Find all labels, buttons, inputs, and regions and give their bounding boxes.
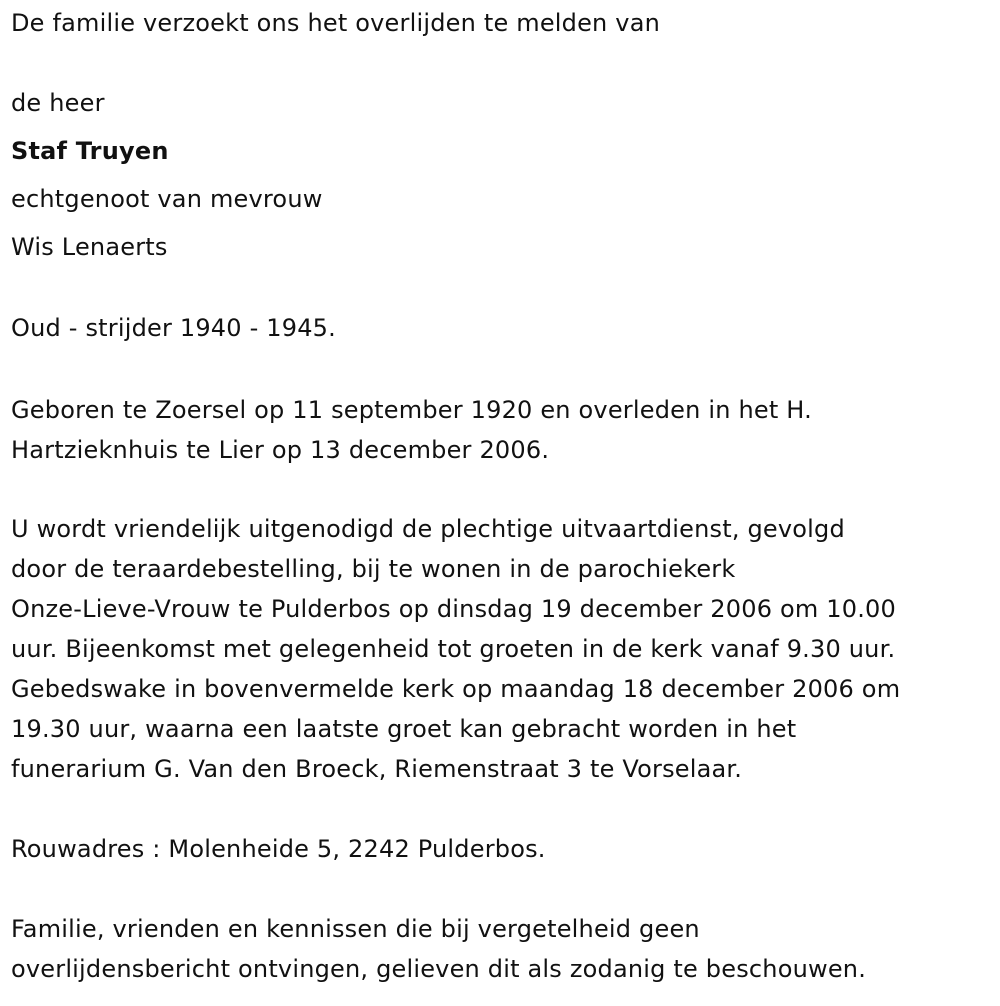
deceased-name: Staf Truyen (11, 137, 169, 165)
address-text: Rouwadres : Molenheide 5, 2242 Pulderbos. (11, 835, 546, 863)
relation-text: echtgenoot van mevrouw (11, 185, 323, 213)
paragraph-line: overlijdensbericht ontvingen, gelieven dit als zodanig te beschouwen. (11, 955, 867, 983)
paragraph-line: Gebedswake in bovenvermelde kerk op maandag 18 december 2006 om (11, 675, 901, 703)
paragraph-line: Onze-Lieve-Vrouw te Pulderbos op dinsdag 19 december 2006 om 10.00 (11, 595, 896, 623)
paragraph-line: Familie, vrienden en kennissen die bij vergetelheid geen (11, 915, 700, 943)
ceremony-paragraph (11, 509, 900, 789)
paragraph-line: uur. Bijeenkomst met gelegenheid tot groeten in de kerk vanaf 9.30 uur. (11, 635, 896, 663)
birth-death-paragraph (11, 390, 812, 470)
paragraph-line: door de teraardebestelling, bij te wonen in de parochiekerk (11, 555, 736, 583)
intro-text: De familie verzoekt ons het overlijden te melden van (11, 9, 661, 37)
paragraph-line: 19.30 uur, waarna een laatste groet kan gebracht worden in het (11, 715, 797, 743)
paragraph-line: Geboren te Zoersel op 11 september 1920 en overleden in het H. (11, 396, 812, 424)
veteran-text: Oud - strijder 1940 - 1945. (11, 314, 336, 342)
paragraph-line: U wordt vriendelijk uitgenodigd de plechtige uitvaartdienst, gevolgd (11, 515, 845, 543)
title-prefix: de heer (11, 89, 105, 117)
closing-paragraph (11, 909, 866, 989)
paragraph-line: Hartzieknhuis te Lier op 13 december 2006. (11, 436, 550, 464)
paragraph-line: funerarium G. Van den Broeck, Riemenstraat 3 te Vorselaar. (11, 755, 743, 783)
spouse-name: Wis Lenaerts (11, 233, 168, 261)
